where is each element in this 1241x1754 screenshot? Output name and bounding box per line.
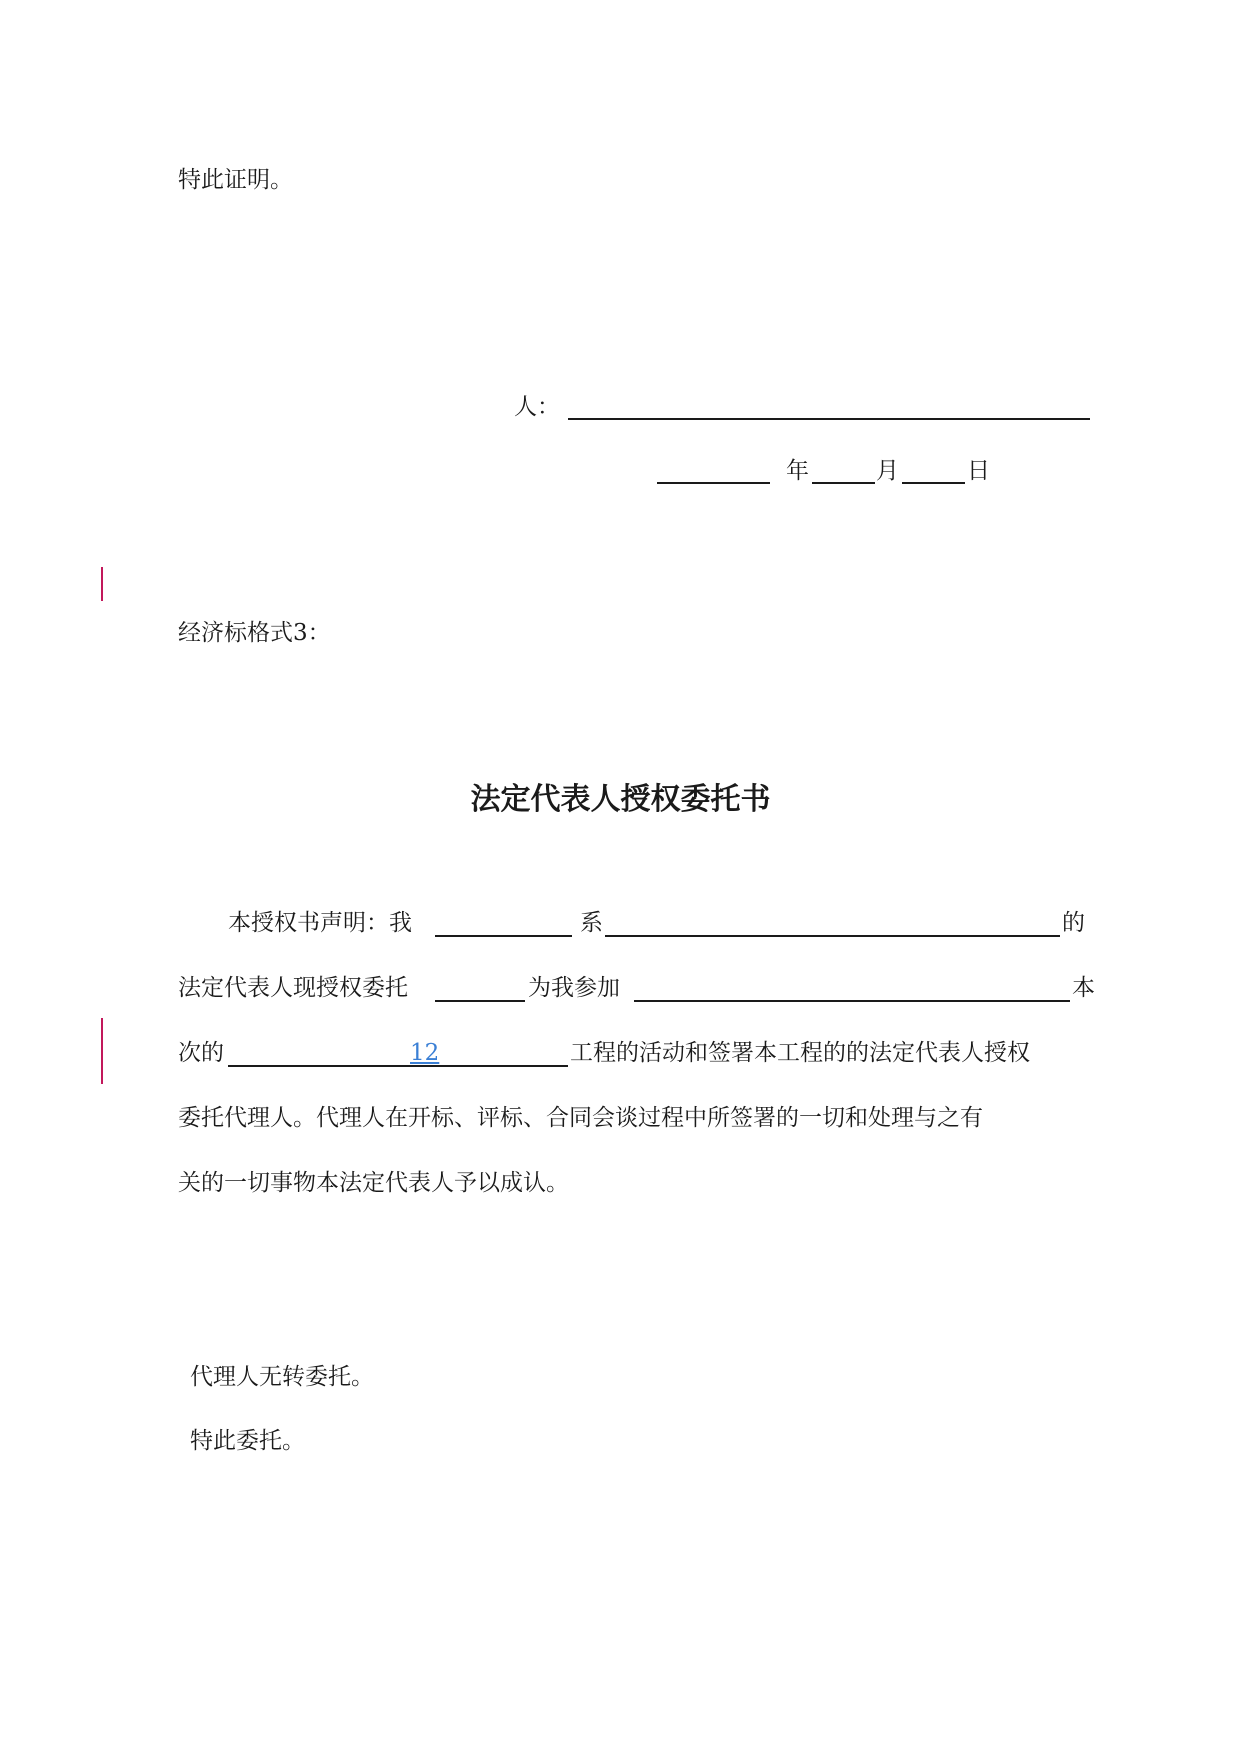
body-line-3-start: 次的 bbox=[178, 1040, 224, 1066]
body-line-1-start: 本授权书声明：我 bbox=[228, 910, 412, 936]
signer-field[interactable] bbox=[568, 418, 1090, 420]
body-line-2-mid: 为我参加 bbox=[528, 975, 620, 1001]
closing-no-subdelegation: 代理人无转委托。 bbox=[190, 1364, 374, 1390]
project-name-field[interactable] bbox=[634, 1000, 1070, 1002]
month-label: 月 bbox=[876, 458, 899, 484]
month-field[interactable] bbox=[812, 482, 875, 484]
body-line-5: 关的一切事物本法定代表人予以成认。 bbox=[178, 1170, 569, 1196]
body-line-2-start: 法定代表人现授权委托 bbox=[178, 975, 408, 1001]
revision-mark bbox=[101, 567, 103, 601]
year-label: 年 bbox=[786, 458, 809, 484]
declarant-name-field[interactable] bbox=[435, 935, 572, 937]
document-title: 法定代表人授权委托书 bbox=[470, 782, 771, 817]
body-line-1-mid: 系 bbox=[580, 910, 603, 936]
closing-statement: 特此委托。 bbox=[190, 1428, 305, 1454]
certification-statement: 特此证明。 bbox=[178, 167, 293, 193]
day-field[interactable] bbox=[902, 482, 965, 484]
revision-mark bbox=[101, 1018, 103, 1084]
signer-label: 人： bbox=[514, 394, 560, 420]
section-label: 经济标格式3： bbox=[178, 620, 331, 646]
company-name-field[interactable] bbox=[605, 935, 1060, 937]
body-line-2-end: 本 bbox=[1072, 975, 1095, 1001]
bid-section-value[interactable]: 12 bbox=[410, 1040, 440, 1066]
day-label: 日 bbox=[967, 458, 990, 484]
body-line-1-end: 的 bbox=[1062, 910, 1085, 936]
body-line-3-end: 工程的活动和签署本工程的的法定代表人授权 bbox=[570, 1040, 1030, 1066]
year-field[interactable] bbox=[657, 482, 770, 484]
agent-name-field[interactable] bbox=[435, 1000, 525, 1002]
body-line-4: 委托代理人。代理人在开标、评标、合同会谈过程中所签署的一切和处理与之有 bbox=[178, 1105, 983, 1131]
bid-section-field[interactable] bbox=[228, 1065, 568, 1067]
